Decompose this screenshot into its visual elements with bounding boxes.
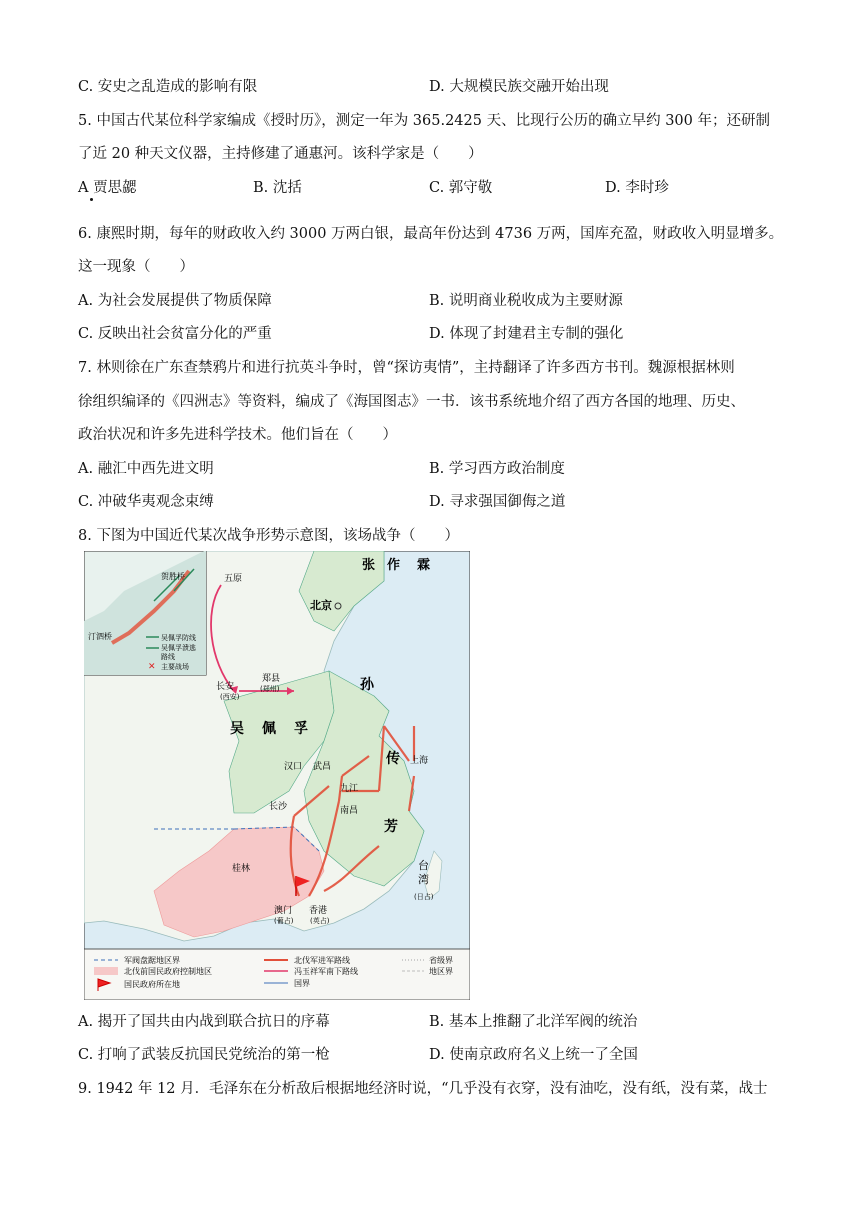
inset-hesheng-label: 贺胜桥: [161, 572, 185, 581]
q6-option-d: D. 体现了封建君主专制的强化: [429, 326, 624, 342]
inset-legend-3: 主要战场: [161, 663, 189, 671]
label-zhang: 张: [362, 558, 376, 573]
q6-text-line1: 6. 康熙时期，每年的财政收入约 3000 万两白银，最高年份达到 4736 万两，国库充盈，财政收入明显增多。: [78, 226, 784, 242]
city-aomen: 澳门: [274, 906, 293, 916]
q7-option-a: A. 融汇中西先进文明: [78, 461, 214, 477]
q8-option-a: A. 揭开了国共由内战到联合抗日的序幕: [78, 1014, 330, 1030]
label-chuan: 传: [386, 751, 400, 767]
q5-option-a: A 贾思勰: [78, 180, 137, 196]
city-guilin: 桂林: [232, 864, 251, 874]
legend-national-border: 国界: [294, 979, 310, 988]
city-beijing: 北京: [310, 599, 332, 612]
city-wuchang: 武昌: [313, 762, 332, 772]
label-fu: 孚: [294, 721, 308, 737]
legend-northern-route: 北伐军进军路线: [294, 956, 350, 965]
q7-text-line1: 7. 林则徐在广东查禁鸦片和进行抗英斗争时，曾“探访夷情”，主持翻译了许多西方书刊。魏源根据林则: [78, 360, 735, 376]
q5-option-b: B. 沈括: [253, 180, 302, 196]
label-zuo: 作: [387, 558, 401, 573]
q8-option-c: C. 打响了武装反抗国民党统治的第一枪: [78, 1047, 330, 1063]
inset-legend-1: 吴佩孚防线: [161, 634, 196, 642]
svg-text:✕: ✕: [148, 662, 156, 672]
legend-province-border: 省级界: [429, 956, 453, 965]
q7-text-line2: 徐组织编译的《四洲志》等资料，编成了《海国图志》一书．该书系统地介绍了西方各国的地理、历史、: [78, 394, 745, 410]
q9-text-line1: 9. 1942 年 12 月．毛泽东在分析敌后根据地经济时说，“几乎没有衣穿，没有油吃，没有纸，没有菜，战士: [78, 1081, 768, 1097]
legend-feng-route: 冯玉祥军南下路线: [294, 967, 358, 976]
city-xianggang: 香港: [309, 906, 328, 916]
city-shanghai: 上海: [410, 756, 429, 766]
q8-text-line1: 8. 下图为中国近代某次战争形势示意图，该场战争（ ）: [78, 528, 459, 544]
q6-option-b: B. 说明商业税收成为主要财源: [429, 293, 623, 309]
q5-option-d: D. 李时珍: [605, 180, 669, 196]
q7-option-b: B. 学习西方政治制度: [429, 461, 565, 477]
label-fang: 芳: [384, 819, 398, 835]
q5-option-c: C. 郭守敬: [429, 180, 493, 196]
city-zhengzhou: (郑州): [260, 685, 280, 693]
city-xian: (西安): [220, 693, 240, 701]
city-xianggang-note: (英占): [310, 917, 330, 925]
label-wu: 吴: [230, 721, 244, 737]
city-zhengxian: 郑县: [262, 674, 281, 684]
q8-option-b: B. 基本上推翻了北洋军阀的统治: [429, 1014, 638, 1030]
inset-tingsi-label: 汀泗桥: [88, 632, 112, 641]
q6-text-line2: 这一现象（ ）: [78, 259, 194, 275]
legend-government-seat: 国民政府所在地: [124, 980, 180, 989]
northern-expedition-map: [84, 551, 470, 1000]
city-taiwan-note: (日占): [414, 893, 434, 901]
city-nanchang: 南昌: [340, 806, 359, 816]
city-changsha: 长沙: [269, 802, 288, 812]
stray-dot: [90, 198, 93, 201]
q4-option-d: D. 大规模民族交融开始出现: [429, 79, 609, 95]
city-taiwan-2: 湾: [418, 873, 429, 886]
city-hankou: 汉口: [284, 762, 303, 772]
label-lin: 霖: [417, 558, 431, 573]
q5-text-line1: 5. 中国古代某位科学家编成《授时历》，测定一年为 365.2425 天、比现行公历的确立早约 300 年；还研制: [78, 113, 770, 129]
legend-nationalist-area: 北伐前国民政府控制地区: [124, 967, 212, 976]
q6-option-a: A. 为社会发展提供了物质保障: [78, 293, 272, 309]
q8-option-d: D. 使南京政府名义上统一了全国: [429, 1047, 638, 1063]
inset-legend-2: 吴佩孚溃逃: [161, 644, 196, 652]
q7-option-c: C. 冲破华夷观念束缚: [78, 494, 214, 510]
q7-option-d: D. 寻求强国御侮之道: [429, 494, 566, 510]
legend-warlord-boundary: 军阀盘踞地区界: [124, 956, 180, 965]
q4-option-c: C. 安史之乱造成的影响有限: [78, 79, 258, 95]
city-aomen-note: (葡占): [274, 917, 294, 925]
city-changan: 长安: [216, 682, 235, 692]
city-jiujiang: 九江: [340, 784, 359, 794]
label-sun: 孙: [360, 677, 374, 693]
q6-option-c: C. 反映出社会贫富分化的严重: [78, 326, 272, 342]
inset-legend-2b: 路线: [161, 653, 175, 661]
legend-region-border: 地区界: [429, 967, 453, 976]
q7-text-line3: 政治状况和许多先进科学技术。他们旨在（ ）: [78, 427, 397, 443]
city-wuyuan: 五原: [224, 574, 243, 584]
label-pei: 佩: [262, 721, 276, 737]
city-taiwan: 台: [418, 859, 429, 872]
q5-text-line2: 了近 20 种天文仪器，主持修建了通惠河。该科学家是（ ）: [78, 146, 483, 162]
